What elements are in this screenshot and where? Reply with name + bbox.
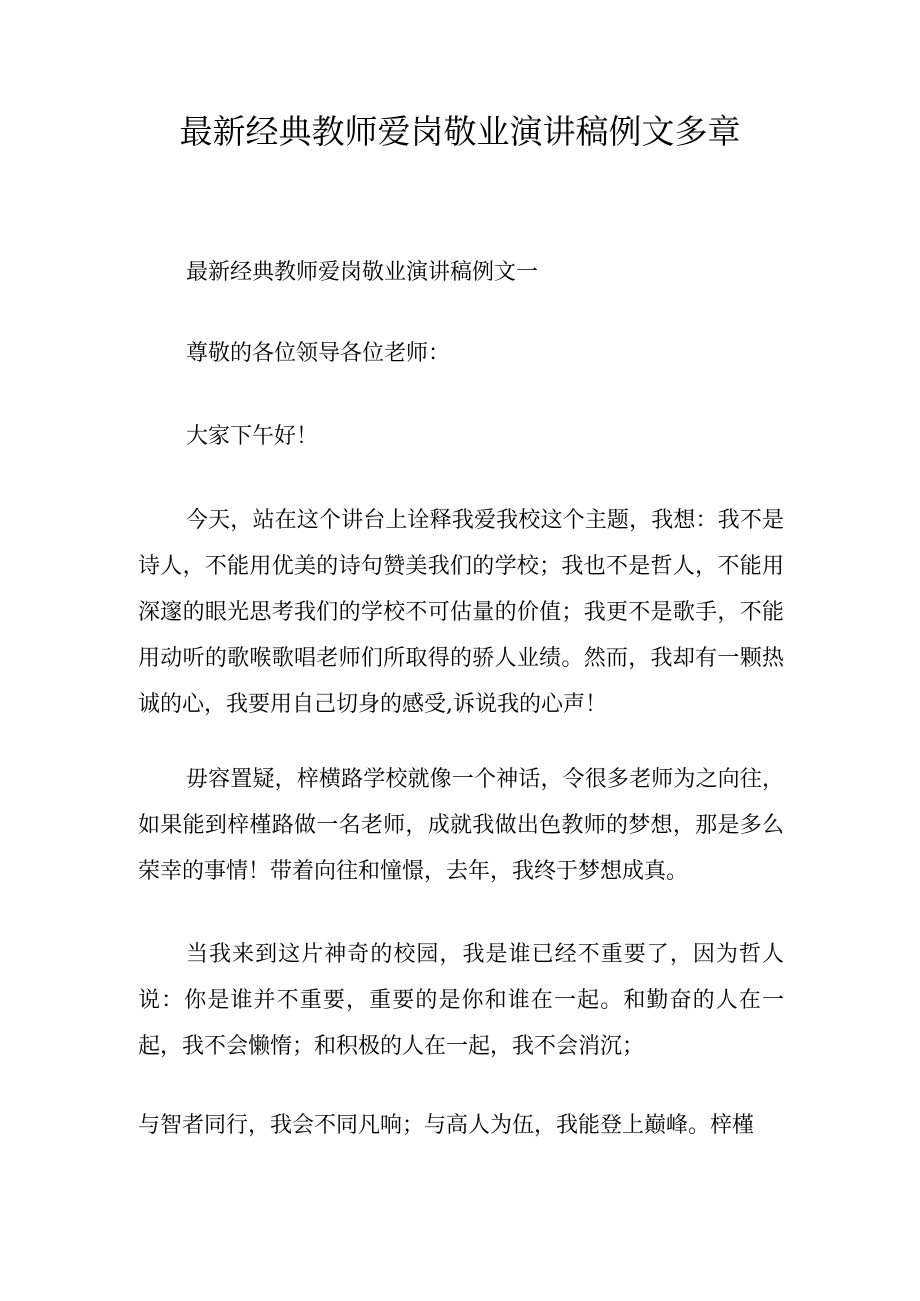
body-paragraph-3: 当我来到这片神奇的校园，我是谁已经不重要了，因为哲人说：你是谁并不重要，重要的是你和谁在一起。和勤奋的人在一起，我不会懒惰；和积极的人在一起，我不会消沉；	[138, 942, 784, 1059]
body-paragraph-2: 毋容置疑，梓横路学校就像一个神话，令很多老师为之向往，如果能到梓槿路做一名老师，成就我做出色教师的梦想，那是多么荣幸的事情！带着向往和憧憬，去年，我终于梦想成真。	[138, 767, 784, 884]
subtitle-paragraph: 最新经典教师爱岗敬业演讲稿例文一	[186, 260, 539, 285]
body-paragraph-4: 与智者同行，我会不同凡响；与高人为伍，我能登上巅峰。梓槿	[138, 1113, 755, 1138]
body-paragraph-1: 今天，站在这个讲台上诠释我爱我校这个主题，我想：我不是诗人，不能用优美的诗句赞美我们的学校；我也不是哲人，不能用深邃的眼光思考我们的学校不可估量的价值；我更不是歌手，不能用动听的歌喉歌唱老师们所取得的骄人业绩。然而，我却有一颗热诚的心，我要用自己切身的感受,诉说我的心声！	[138, 508, 784, 717]
document-title: 最新经典教师爱岗敬业演讲稿例文多章	[179, 112, 741, 151]
salutation-paragraph: 尊敬的各位领导各位老师：	[186, 341, 451, 366]
greeting-paragraph: 大家下午好！	[186, 424, 319, 449]
